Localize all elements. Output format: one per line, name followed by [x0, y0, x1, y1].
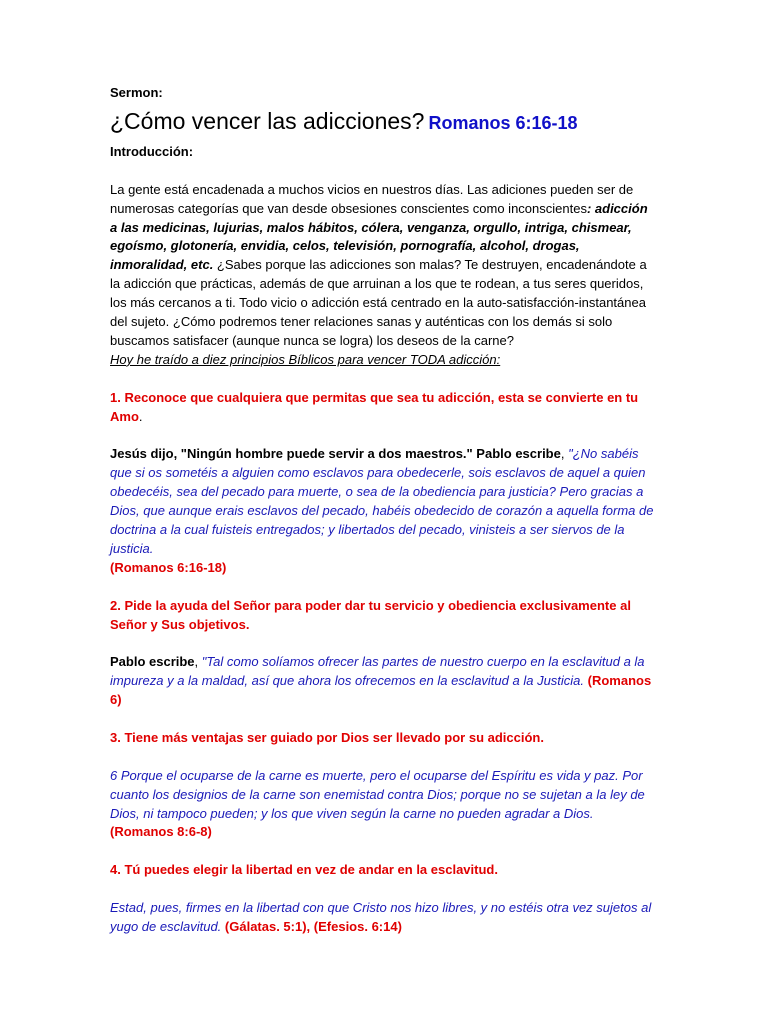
principle-1-title: 1. Reconoce que cualquiera que permitas que sea tu adicción, esta se convierte en tu Amo [110, 389, 639, 424]
principle-2-heading: 2. Pide la ayuda del Señor para poder dar tu servicio y obediencia exclusivamente al Señor y Sus objetivos. [110, 597, 631, 632]
principle-4-quote: Estad, pues, firmes en la libertad con que Cristo nos hizo libres, y no estéis otra vez sujetos al yugo de esclavitud. [110, 900, 652, 934]
doc-title: ¿Cómo vencer las adicciones? [110, 107, 425, 134]
doc-label: Sermon: [110, 85, 163, 100]
principle-1-period: . [138, 408, 143, 424]
principle-3-body [110, 767, 658, 843]
title-scripture-ref: Romanos 6:16-18 [428, 112, 578, 133]
principle-1-ref: (Romanos 6:16-18) [110, 559, 227, 575]
principle-1-lead: Jesús dijo, "Ningún hombre puede servir a dos maestros." Pablo escribe [110, 446, 561, 462]
intro-heading: Introducción: [110, 143, 194, 159]
intro-addiction-list: : adicción a las medicinas, lujurias, malos hábitos, cólera, venganza, orgullo, intriga, chismear, egoísmo, glotonería, envidia, celos, televisión, pornografía, alcohol, drogas, inmoralidad, etc. [110, 200, 648, 273]
principle-4-ref: (Gálatas. 5:1), (Efesios. 6:14) [221, 918, 402, 934]
title-row [110, 106, 658, 136]
principle-2-quote: "Tal como solíamos ofrecer las partes de nuestro cuerpo en la esclavitud a la impureza y a la maldad, así que ahora los ofrecemos en la esclavitud a la Justicia. [110, 654, 645, 689]
principle-2-ref: (Romanos 6) [110, 673, 652, 708]
principle-4-body [110, 899, 658, 937]
principle-2-lead: Pablo escribe [110, 654, 195, 670]
intro-tagline: Hoy he traído a diez principios Bíblicos para vencer TODA adicción: [110, 351, 501, 367]
principle-1-comma: , [560, 446, 569, 462]
principle-1-body [110, 445, 658, 577]
intro-paragraph [110, 181, 658, 351]
principle-4-heading: 4. Tú puedes elegir la libertad en vez de andar en la esclavitud. [110, 862, 498, 878]
principle-2-body [110, 653, 658, 710]
principle-3-quote: 6 Porque el ocuparse de la carne es muerte, pero el ocuparse del Espíritu es vida y paz. Por cuanto los designios de la carne son enemistad contra Dios; porque no se sujetan a la ley de Dios, ni tampoco pueden; y los que viven según la carne no pueden agradar a Dios. [110, 767, 645, 821]
principle-2-comma: , [194, 654, 202, 670]
intro-text-2: ¿Sabes porque las adicciones son malas? Te destruyen, encadenándote a la adicción que prácticas, además de que arruinan a los que te rodean, a tus seres queridos, los más cercanos a ti. Todo vicio o adicción está centrado en la auto-satisfacción-instantánea del sujeto. ¿Cómo podremos tener relaciones sanas y auténticas con los demás si solo buscamos satisfacer (aunque nunca se logra) los deseos de la carne? [110, 257, 647, 348]
principle-1-heading [110, 389, 658, 427]
principle-3-heading: 3. Tiene más ventajas ser guiado por Dios ser llevado por su adicción. [110, 729, 544, 745]
principle-3-ref: (Romanos 8:6-8) [110, 824, 212, 840]
principle-1-quote: "¿No sabéis que si os sometéis a alguien como esclavos para obedecerle, sois esclavos de aquel a quien obedecéis, sea del pecado para muerte, o sea de la obediencia para justicia? Pero gracias a Dios, que aunque erais esclavos del pecado, habéis obedecido de corazón a aquella forma de doctrina a la cual fuisteis entregados; y libertados del pecado, vinisteis a ser siervos de la justicia. [110, 446, 654, 556]
intro-text-1: La gente está encadenada a muchos vicios en nuestros días. Las adiciones pueden ser de numerosas categorías que van desde obsesiones conscientes como inconscientes [110, 181, 634, 216]
